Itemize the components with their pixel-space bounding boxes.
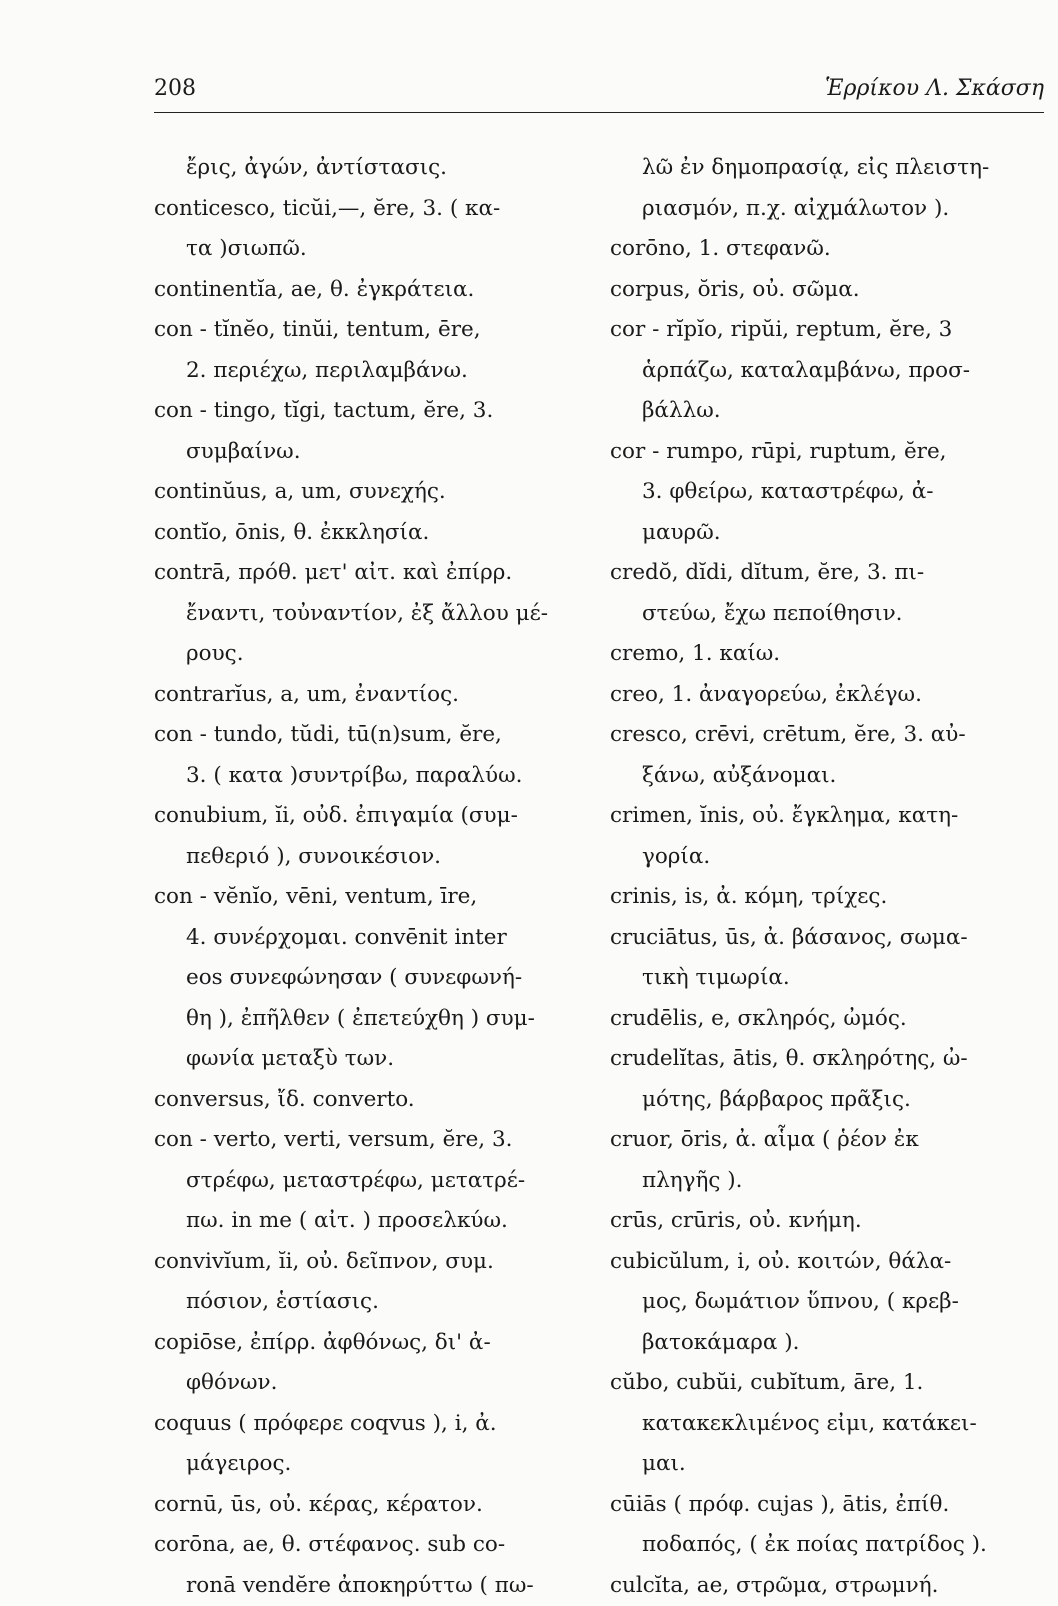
entry-continuation-line: μαι. xyxy=(610,1444,1035,1485)
entry-headword-line: cor - rĭpĭo, ripŭi, reptum, ĕre, 3 xyxy=(610,310,1035,351)
entry-continuation-line: πληγῆς ). xyxy=(610,1161,1035,1202)
entry-continuation-line: πόσιον, ἑστίασις. xyxy=(154,1282,579,1323)
entry-headword-line: credŏ, dĭdi, dĭtum, ĕre, 3. πι- xyxy=(610,553,1035,594)
entry-headword-line: culcĭta, ae, στρῶμα, στρωμνή. xyxy=(610,1566,1035,1606)
entry-continuation-line: ἔρις, ἀγών, ἀντίστασις. xyxy=(154,148,579,189)
entry-continuation-line: eos συνεφώνησαν ( συνεφωνή- xyxy=(154,958,579,999)
entry-headword-line: corpus, ŏris, οὐ. σῶμα. xyxy=(610,270,1035,311)
header-rule xyxy=(154,112,1044,113)
entry-continuation-line: 3. ( κατα )συντρίβω, παραλύω. xyxy=(154,756,579,797)
entry-headword-line: con - tingo, tĭgi, tactum, ĕre, 3. xyxy=(154,391,579,432)
entry-headword-line: crinis, is, ἀ. κόμη, τρίχες. xyxy=(610,877,1035,918)
entry-continuation-line: ἁρπάζω, καταλαμβάνω, προσ- xyxy=(610,351,1035,392)
entry-continuation-line: μος, δωμάτιον ὕπνου, ( κρεβ- xyxy=(610,1282,1035,1323)
entry-continuation-line: 3. φθείρω, καταστρέφω, ἀ- xyxy=(610,472,1035,513)
entry-headword-line: coquus ( πρόφερε coqvus ), i, ἀ. xyxy=(154,1404,579,1445)
entry-continuation-line: στρέφω, μεταστρέφω, μετατρέ- xyxy=(154,1161,579,1202)
page-header xyxy=(154,70,1044,110)
page-number: 208 xyxy=(154,76,196,101)
entry-continuation-line: ἔναντι, τοὐναντίον, ἐξ ἄλλου μέ- xyxy=(154,594,579,635)
entry-headword-line: contrā, πρόθ. μετ' αἰτ. καὶ ἐπίρρ. xyxy=(154,553,579,594)
entry-headword-line: cruor, ōris, ἀ. αἷμα ( ῥέον ἐκ xyxy=(610,1120,1035,1161)
entry-headword-line: convivĭum, ĭi, οὐ. δεῖπνον, συμ. xyxy=(154,1242,579,1283)
right-column xyxy=(610,148,1035,1606)
entry-headword-line: cornū, ūs, οὐ. κέρας, κέρατον. xyxy=(154,1485,579,1526)
entry-headword-line: crūs, crūris, οὐ. κνήμη. xyxy=(610,1201,1035,1242)
entry-headword-line: cruciātus, ūs, ἀ. βάσανος, σωμα- xyxy=(610,918,1035,959)
entry-continuation-line: στεύω, ἔχω πεποίθησιν. xyxy=(610,594,1035,635)
entry-headword-line: cresco, crēvi, crētum, ĕre, 3. αὐ- xyxy=(610,715,1035,756)
entry-headword-line: corōna, ae, θ. στέφανος. sub co- xyxy=(154,1525,579,1566)
entry-continuation-line: ριασμόν, π.χ. αἰχμάλωτον ). xyxy=(610,189,1035,230)
entry-headword-line: cŭbo, cubŭi, cubĭtum, āre, 1. xyxy=(610,1363,1035,1404)
entry-continuation-line: τα )σιωπῶ. xyxy=(154,229,579,270)
entry-headword-line: cremo, 1. καίω. xyxy=(610,634,1035,675)
entry-continuation-line: τικὴ τιμωρία. xyxy=(610,958,1035,999)
entry-headword-line: continentĭa, ae, θ. ἐγκράτεια. xyxy=(154,270,579,311)
entry-continuation-line: ronā vendĕre ἀποκηρύττω ( πω- xyxy=(154,1566,579,1606)
running-head: Ἑρρίκου Λ. Σκάσση xyxy=(825,76,1044,101)
entry-continuation-line: ξάνω, αὐξάνομαι. xyxy=(610,756,1035,797)
entry-headword-line: conubium, ĭi, οὐδ. ἐπιγαμία (συμ- xyxy=(154,796,579,837)
entry-continuation-line: λῶ ἐν δημοπρασίᾳ, εἰς πλειστη- xyxy=(610,148,1035,189)
entry-headword-line: con - tĭnĕo, tinŭi, tentum, ēre, xyxy=(154,310,579,351)
entry-headword-line: crudēlis, e, σκληρός, ὠμός. xyxy=(610,999,1035,1040)
entry-continuation-line: θη ), ἐπῆλθεν ( ἐπετεύχθη ) συμ- xyxy=(154,999,579,1040)
entry-headword-line: contĭo, ōnis, θ. ἐκκλησία. xyxy=(154,513,579,554)
entry-continuation-line: 4. συνέρχομαι. convēnit inter xyxy=(154,918,579,959)
entry-continuation-line: γορία. xyxy=(610,837,1035,878)
entry-headword-line: crudelĭtas, ātis, θ. σκληρότης, ὠ- xyxy=(610,1039,1035,1080)
entry-continuation-line: φθόνων. xyxy=(154,1363,579,1404)
entry-headword-line: continŭus, a, um, συνεχής. xyxy=(154,472,579,513)
entry-continuation-line: μάγειρος. xyxy=(154,1444,579,1485)
entry-headword-line: con - tundo, tŭdi, tū(n)sum, ĕre, xyxy=(154,715,579,756)
entry-headword-line: conticesco, ticŭi,—, ĕre, 3. ( κα- xyxy=(154,189,579,230)
entry-headword-line: cūiās ( πρόφ. cujas ), ātis, ἐπίθ. xyxy=(610,1485,1035,1526)
entry-continuation-line: κατακεκλιμένος εἰμι, κατάκει- xyxy=(610,1404,1035,1445)
entry-continuation-line: βατοκάμαρα ). xyxy=(610,1323,1035,1364)
entry-headword-line: cor - rumpo, rūpi, ruptum, ĕre, xyxy=(610,432,1035,473)
entry-headword-line: conversus, ἴδ. converto. xyxy=(154,1080,579,1121)
entry-headword-line: creo, 1. ἀναγορεύω, ἐκλέγω. xyxy=(610,675,1035,716)
entry-continuation-line: πεθεριό ), συνοικέσιον. xyxy=(154,837,579,878)
entry-continuation-line: 2. περιέχω, περιλαμβάνω. xyxy=(154,351,579,392)
entry-headword-line: copiōse, ἐπίρρ. ἀφθόνως, δι' ἀ- xyxy=(154,1323,579,1364)
entry-continuation-line: ρους. xyxy=(154,634,579,675)
entry-headword-line: cubicŭlum, i, οὐ. κοιτών, θάλα- xyxy=(610,1242,1035,1283)
entry-headword-line: con - vĕnĭo, vēni, ventum, īre, xyxy=(154,877,579,918)
entry-headword-line: con - verto, verti, versum, ĕre, 3. xyxy=(154,1120,579,1161)
entry-continuation-line: ποδαπός, ( ἐκ ποίας πατρίδος ). xyxy=(610,1525,1035,1566)
entry-continuation-line: φωνία μεταξὺ των. xyxy=(154,1039,579,1080)
entry-continuation-line: βάλλω. xyxy=(610,391,1035,432)
entry-continuation-line: μότης, βάρβαρος πρᾶξις. xyxy=(610,1080,1035,1121)
entry-headword-line: corōno, 1. στεφανῶ. xyxy=(610,229,1035,270)
entry-continuation-line: μαυρῶ. xyxy=(610,513,1035,554)
entry-continuation-line: συμβαίνω. xyxy=(154,432,579,473)
left-column xyxy=(154,148,579,1606)
entry-headword-line: crimen, ĭnis, οὐ. ἔγκλημα, κατη- xyxy=(610,796,1035,837)
entry-continuation-line: πω. in me ( αἰτ. ) προσελκύω. xyxy=(154,1201,579,1242)
entry-headword-line: contrarĭus, a, um, ἐναντίος. xyxy=(154,675,579,716)
